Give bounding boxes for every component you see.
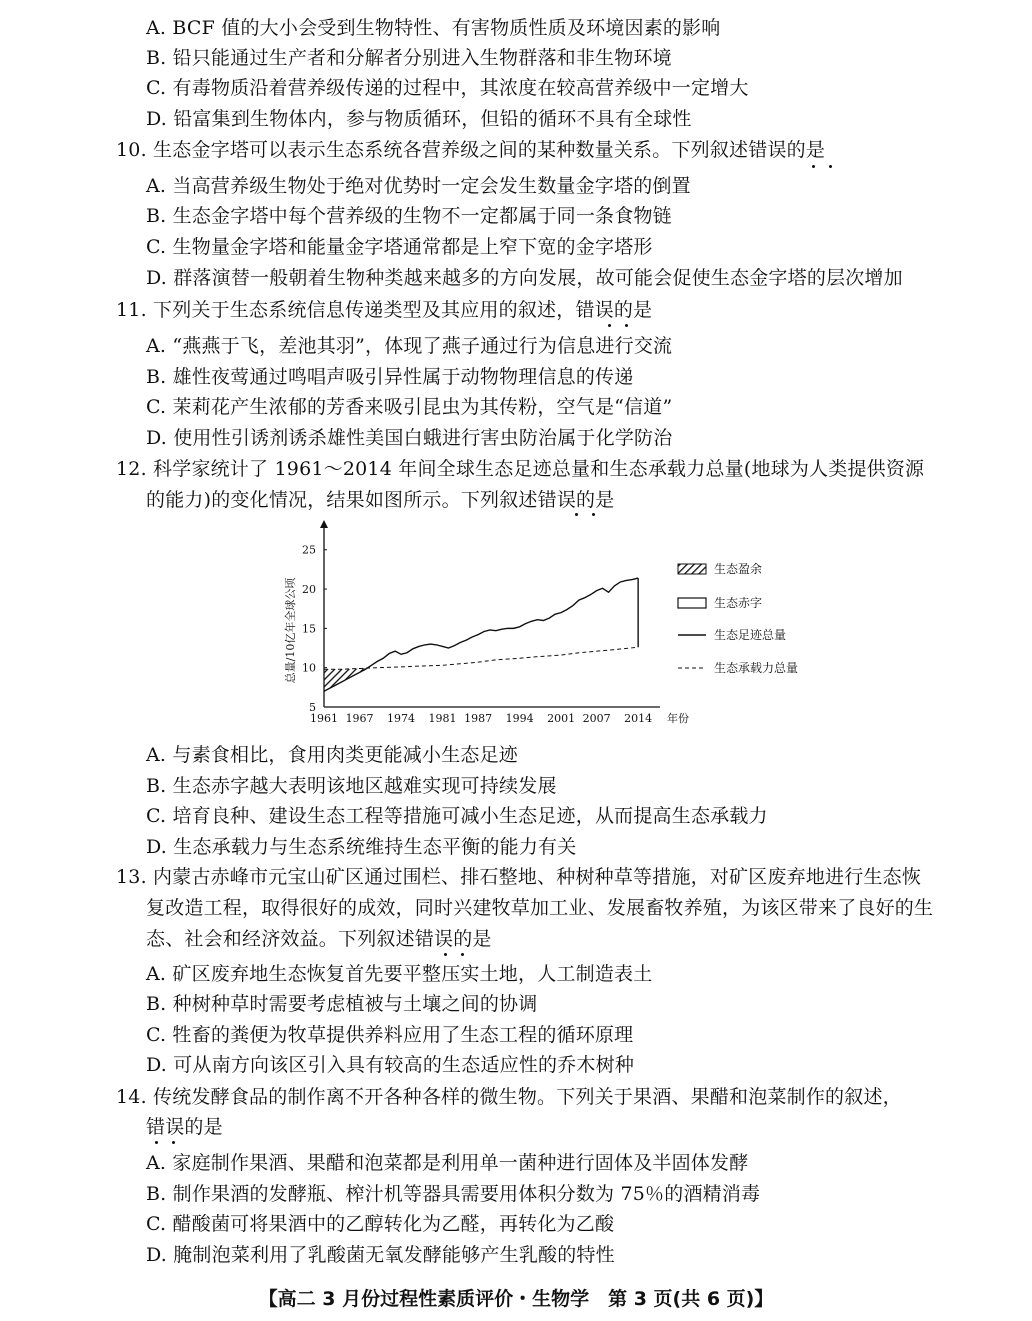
x-tick-label: 1961 — [310, 712, 338, 725]
x-tick-label: 1981 — [428, 712, 457, 725]
y-tick-label: 25 — [302, 543, 316, 557]
emphasis-dot — [608, 324, 611, 327]
q11-option-a: A. “燕燕于飞，差池其羽”，体现了燕子通过行为信息进行交流 — [146, 335, 673, 357]
emphasis-dot — [444, 953, 447, 956]
x-axis-label: 年份 — [667, 712, 689, 725]
emphasis-dot — [172, 1141, 175, 1144]
y-axis-arrow — [320, 520, 328, 528]
q10-option-a: A. 当高营养级生物处于绝对优势时一定会发生数量金字塔的倒置 — [146, 175, 691, 197]
y-axis-label: 总量/10亿年全球公顷 — [284, 577, 297, 684]
legend-surplus-label: 生态盈余 — [714, 562, 763, 576]
footprint-line — [324, 578, 638, 691]
q12-option-d: D. 生态承载力与生态系统维持生态平衡的能力有关 — [146, 836, 577, 858]
emphasis-dot — [155, 1141, 158, 1144]
legend-footprint-label: 生态足迹总量 — [714, 628, 787, 642]
x-tick-label: 1974 — [387, 712, 416, 725]
emphasis-dot — [812, 165, 815, 168]
q12-option-b: B. 生态赤字越大表明该地区越难实现可持续发展 — [146, 775, 557, 797]
q11-option-b: B. 雄性夜莺通过鸣唱声吸引异性属于动物物理信息的传递 — [146, 366, 634, 388]
legend-surplus-swatch — [678, 564, 706, 574]
x-tick-label: 1994 — [505, 712, 534, 725]
x-tick-label: 2001 — [547, 712, 576, 725]
legend-deficit-swatch — [678, 598, 706, 608]
q14-option-c: C. 醋酸菌可将果酒中的乙醇转化为乙醛，再转化为乙酸 — [146, 1213, 615, 1235]
q13-option-d: D. 可从南方向该区引入具有较高的生态适应性的乔木树种 — [146, 1054, 635, 1076]
q9-option-a: A. BCF 值的大小会受到生物特性、有害物质性质及环境因素的影响 — [146, 17, 721, 39]
q12-option-c: C. 培育良种、建设生态工程等措施可减小生态足迹，从而提高生态承载力 — [146, 805, 768, 827]
page-footer: 【高二 3 月份过程性素质评价・生物学 第 3 页(共 6 页)】 — [258, 1288, 774, 1310]
q13-option-b: B. 种树种草时需要考虑植被与土壤之间的协调 — [146, 993, 538, 1015]
x-tick-label: 2014 — [624, 712, 653, 725]
q13-option-a: A. 矿区废弃地生态恢复首先要平整压实土地，人工制造表土 — [146, 963, 653, 985]
q12-stem-line1: 12. 科学家统计了 1961～2014 年间全球生态足迹总量和生态承载力总量(地球为人类提供资源 — [116, 458, 925, 480]
q11-option-d: D. 使用性引诱剂诱杀雄性美国白蛾进行害虫防治属于化学防治 — [146, 427, 673, 449]
y-tick-label: 5 — [309, 701, 316, 714]
y-tick-label: 20 — [302, 583, 316, 597]
legend-capacity-label: 生态承载力总量 — [714, 661, 799, 675]
y-tick-label: 10 — [302, 661, 316, 675]
q14-option-b: B. 制作果酒的发酵瓶、榨汁机等器具需要用体积分数为 75％的酒精消毒 — [146, 1183, 761, 1205]
q10-option-c: C. 生物量金字塔和能量金字塔通常都是上窄下宽的金字塔形 — [146, 236, 653, 258]
q13-stem-line1: 13. 内蒙古赤峰市元宝山矿区通过围栏、排石整地、种树种草等措施，对矿区废弃地进行生态恢 — [116, 866, 922, 888]
emphasis-dot — [625, 324, 628, 327]
q9-option-c: C. 有毒物质沿着营养级传递的过程中，其浓度在较高营养级中一定增大 — [146, 77, 749, 99]
emphasis-dot — [461, 953, 464, 956]
q12-stem-line2: 的能力)的变化情况，结果如图所示。下列叙述错误的是 — [146, 489, 615, 511]
legend-deficit-label: 生态赤字 — [714, 596, 763, 610]
y-tick-label: 15 — [302, 622, 316, 636]
q9-option-b: B. 铅只能通过生产者和分解者分别进入生物群落和非生物环境 — [146, 47, 672, 69]
x-tick-label: 1987 — [464, 712, 493, 725]
x-tick-label: 1967 — [345, 712, 374, 725]
q13-option-c: C. 牲畜的粪便为牧草提供养料应用了生态工程的循环原理 — [146, 1024, 634, 1046]
q14-stem-line2: 错误的是 — [146, 1116, 223, 1138]
q11-option-c: C. 茉莉花产生浓郁的芳香来吸引昆虫为其传粉，空气是“信道” — [146, 396, 673, 418]
emphasis-dot — [829, 165, 832, 168]
footprint-chart — [278, 520, 838, 740]
q10-option-d: D. 群落演替一般朝着生物种类越来越多的方向发展，故可能会促使生态金字塔的层次增加 — [146, 267, 903, 289]
emphasis-dot — [575, 513, 578, 516]
q11-stem: 11. 下列关于生态系统信息传递类型及其应用的叙述，错误的是 — [116, 299, 653, 321]
x-tick-label: 2007 — [582, 712, 611, 725]
q12-option-a: A. 与素食相比，食用肉类更能减小生态足迹 — [146, 744, 519, 766]
q14-option-d: D. 腌制泡菜利用了乳酸菌无氧发酵能够产生乳酸的特性 — [146, 1244, 615, 1266]
q13-stem-line2: 复改造工程，取得很好的成效，同时兴建牧草加工业、发展畜牧养殖，为该区带来了良好的生 — [146, 897, 934, 919]
q14-option-a: A. 家庭制作果酒、果醋和泡菜都是利用单一菌种进行固体及半固体发酵 — [146, 1152, 749, 1174]
emphasis-dot — [592, 513, 595, 516]
q9-option-d: D. 铅富集到生物体内，参与物质循环，但铅的循环不具有全球性 — [146, 108, 692, 130]
q14-stem-line1: 14. 传统发酵食品的制作离不开各种各样的微生物。下列关于果酒、果醋和泡菜制作的叙述， — [116, 1086, 902, 1108]
q13-stem-line3: 态、社会和经济效益。下列叙述错误的是 — [146, 928, 492, 950]
q10-option-b: B. 生态金字塔中每个营养级的生物不一定都属于同一条食物链 — [146, 205, 672, 227]
q10-stem: 10. 生态金字塔可以表示生态系统各营养级之间的某种数量关系。下列叙述错误的是 — [116, 139, 826, 161]
